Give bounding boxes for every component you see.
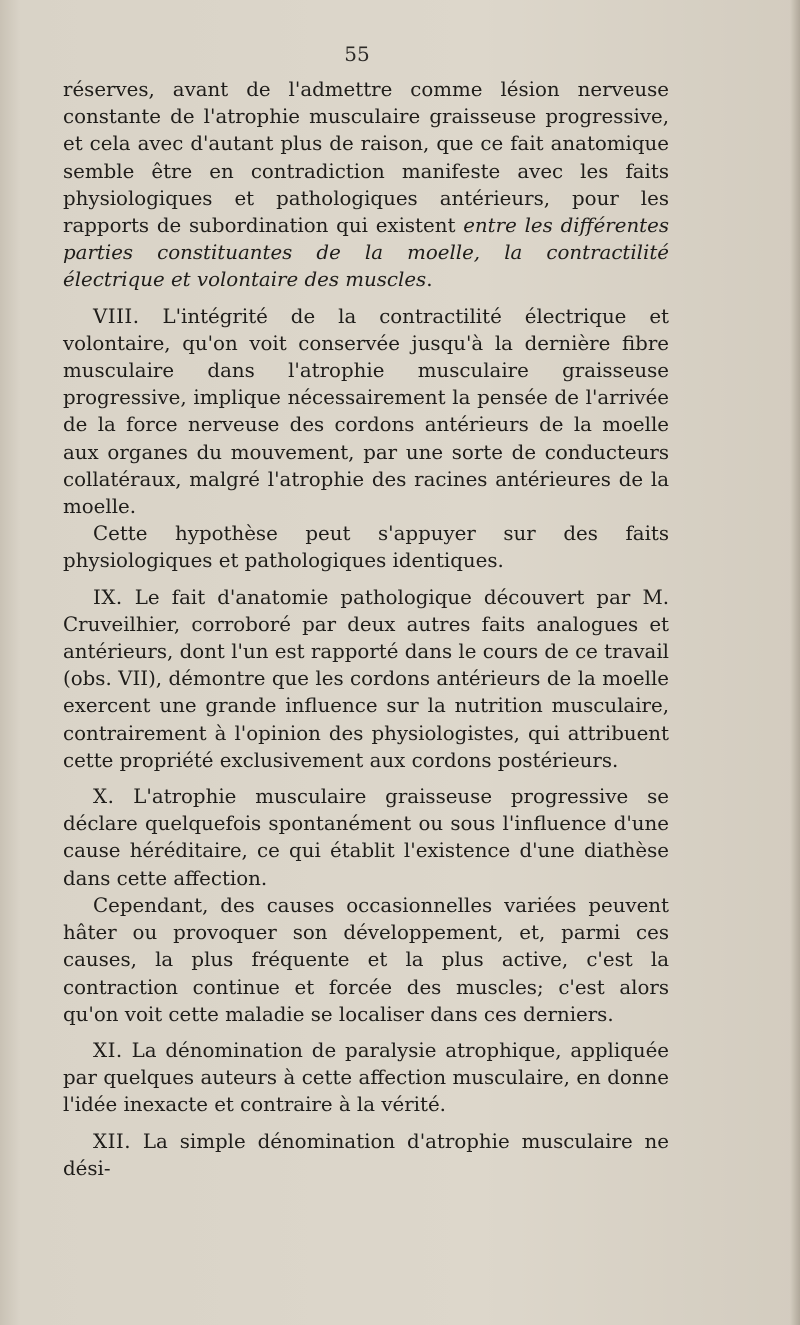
paragraph-causes <box>63 892 669 1028</box>
paragraph-continuation <box>63 76 669 294</box>
paragraph-text: Cette hypothèse peut s'appuyer sur des faits physiologiques et pathologiques identiques. <box>63 522 669 573</box>
paragraph-viii <box>63 303 669 521</box>
section-number: X. <box>93 785 115 809</box>
body-text <box>63 76 669 1182</box>
section-number: XII. <box>93 1129 131 1153</box>
paragraph-x <box>63 783 669 892</box>
paragraph-text: La simple dénomination d'atrophie musculaire ne dési- <box>63 1129 669 1180</box>
paragraph-xii <box>63 1128 669 1182</box>
paragraph-ix <box>63 584 669 774</box>
paragraph-text: Cependant, des causes occasionnelles variées peuvent hâter ou provoquer son développement, et, parmi ces causes, la plus fréquente et la plus active, c'est la contraction continue et forcée des muscles; c'est alors qu'on voit cette maladie se localiser dans ces derniers. <box>63 893 669 1026</box>
paragraph-hypothesis <box>63 520 669 574</box>
paragraph-xi <box>63 1037 669 1119</box>
paragraph-text: L'intégrité de la contractilité électrique et volontaire, qu'on voit conservée jusqu'à la dernière fibre musculaire dans l'atrophie musculaire graisseuse progressive, implique nécessairement la pensée de l'arrivée de la force nerveuse des cordons antérieurs de la moelle aux organes du mouvement, par une sorte de conducteurs collatéraux, malgré l'atrophie des racines antérieures de la moelle. <box>63 304 669 519</box>
page-number: 55 <box>344 42 370 66</box>
paragraph-text: réserves, avant de l'admettre comme lésion nerveuse constante de l'atrophie musculaire graisseuse progressive, et cela avec d'autant plus de raison, que ce fait anatomique semble être en contradiction manifeste avec les faits physiologiques et pathologiques antérieurs, pour les rapports de subordination qui existent <box>63 78 669 238</box>
section-number: IX. <box>93 585 123 609</box>
section-number: VIII. <box>93 304 140 328</box>
italic-phrase: entre les différentes parties constituantes de la moelle, la contractilité électrique et volontaire des muscles <box>63 214 669 292</box>
paragraph-end: . <box>426 268 433 292</box>
page-edge-shadow <box>790 0 800 1325</box>
paragraph-text: La dénomination de paralysie atrophique, appliquée par quelques auteurs à cette affection musculaire, en donne l'idée inexacte et contraire à la vérité. <box>63 1038 669 1117</box>
paragraph-text: Le fait d'anatomie pathologique découvert par M. Cruveilhier, corroboré par deux autres faits analogues et antérieurs, dont l'un est rapporté dans le cours de ce travail (obs. VII), démontre que les cordons antérieurs de la moelle exercent une grande influence sur la nutrition musculaire, contrairement à l'opinion des physiologistes, qui attribuent cette propriété exclusivement aux cordons postérieurs. <box>63 585 669 772</box>
paragraph-text: L'atrophie musculaire graisseuse progressive se déclare quelquefois spontanément ou sous l'influence d'une cause héréditaire, ce qui établit l'existence d'une diathèse dans cette affection. <box>63 785 669 890</box>
section-number: XI. <box>93 1038 123 1062</box>
